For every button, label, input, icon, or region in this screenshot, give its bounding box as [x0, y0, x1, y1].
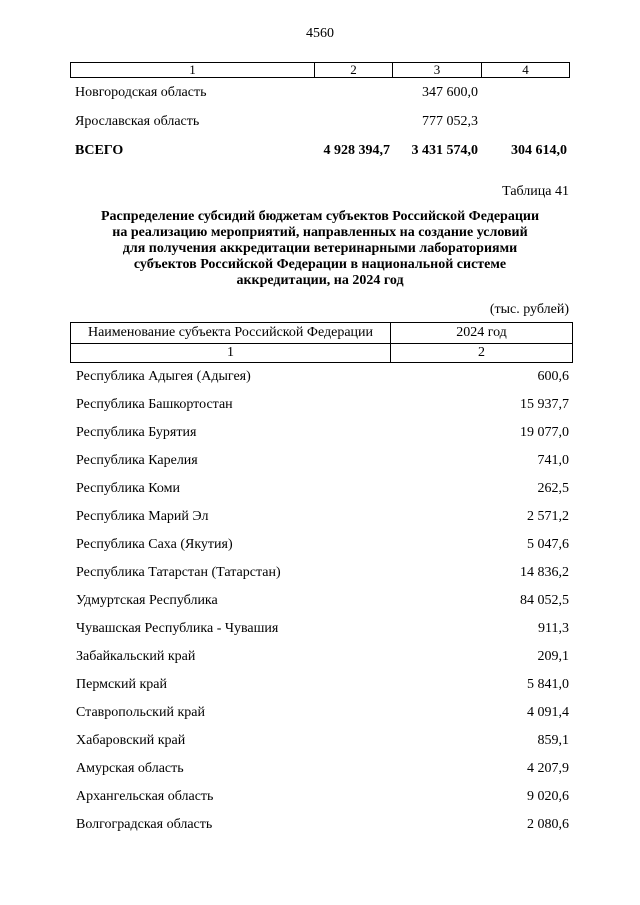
title-line: Распределение субсидий бюджетам субъектов Российской Федерации: [100, 209, 540, 224]
subsidy-value: 741,0: [537, 453, 569, 468]
region-name: Республика Саха (Якутия): [76, 537, 233, 552]
region-name: Чувашская Республика - Чувашия: [76, 621, 279, 636]
region-name: Архангельская область: [76, 789, 214, 804]
subsidy-value: 209,1: [537, 649, 569, 664]
subsidy-value: 15 937,7: [520, 397, 569, 412]
table-row: [70, 732, 573, 760]
cell-value: 347 600,0: [422, 85, 478, 100]
subsidy-value: 14 836,2: [520, 565, 569, 580]
region-name: Ставропольский край: [76, 705, 205, 720]
region-name: Забайкальский край: [76, 649, 196, 664]
table-row: [70, 564, 573, 592]
region-name: Республика Бурятия: [76, 425, 197, 440]
table-row: [70, 396, 573, 424]
subsidy-value: 600,6: [537, 369, 569, 384]
table-row: [70, 480, 573, 508]
region-name: Волгоградская область: [76, 817, 213, 832]
cell-value: 777 052,3: [422, 114, 478, 129]
table-row: [70, 424, 573, 452]
title-line: аккредитации, на 2024 год: [236, 273, 404, 288]
region-name: Республика Карелия: [76, 453, 198, 468]
header-cell: 2024 год: [456, 325, 507, 340]
table-title: [70, 209, 570, 289]
subsidy-value: 2 080,6: [527, 817, 569, 832]
subsidy-value: 84 052,5: [520, 593, 569, 608]
total-value: 304 614,0: [511, 143, 567, 158]
table-row: [70, 676, 573, 704]
subsidy-value: 19 077,0: [520, 425, 569, 440]
header-cell: 1: [71, 63, 315, 77]
subsidy-value: 911,3: [538, 621, 569, 636]
header-cell: 3: [393, 63, 482, 77]
total-value: 3 431 574,0: [411, 143, 478, 158]
table-row: [70, 508, 573, 536]
subsidy-value: 4 207,9: [527, 761, 569, 776]
header-cell: 4: [522, 62, 529, 77]
table-row: [70, 648, 573, 676]
total-label: ВСЕГО: [75, 143, 124, 158]
region-name: Республика Коми: [76, 481, 180, 496]
main-table-header: [70, 322, 573, 363]
region-name: Удмуртская Республика: [76, 593, 218, 608]
header-cell: 1: [71, 344, 391, 362]
region-name: Амурская область: [76, 761, 184, 776]
table-row: [70, 816, 573, 844]
page-number: 4560: [306, 26, 334, 41]
subsidy-value: 262,5: [537, 481, 569, 496]
header-cell: 2: [315, 63, 393, 77]
subsidy-value: 859,1: [537, 733, 569, 748]
region-name: Ярославская область: [75, 114, 200, 129]
title-line: на реализацию мероприятий, направленных на создание условий: [112, 225, 528, 240]
table-row: [70, 114, 570, 134]
region-name: Пермский край: [76, 677, 167, 692]
header-cell: Наименование субъекта Российской Федерации: [71, 323, 391, 343]
region-name: Республика Башкортостан: [76, 397, 233, 412]
total-value: 4 928 394,7: [323, 143, 390, 158]
table-row: [70, 760, 573, 788]
subsidy-value: 2 571,2: [527, 509, 569, 524]
total-row: [70, 143, 570, 163]
table-row: [70, 620, 573, 648]
title-line: для получения аккредитации ветеринарными лабораториями: [122, 241, 518, 256]
prev-table-header: [70, 62, 570, 78]
region-name: Хабаровский край: [76, 733, 186, 748]
subsidy-value: 4 091,4: [527, 705, 569, 720]
table-row: [70, 704, 573, 732]
subsidy-value: 5 047,6: [527, 537, 569, 552]
subsidy-value: 9 020,6: [527, 789, 569, 804]
region-name: Республика Марий Эл: [76, 509, 209, 524]
units-label: (тыс. рублей): [489, 302, 569, 317]
table-row: [70, 788, 573, 816]
main-table-body: [70, 368, 573, 844]
table-label: Таблица 41: [502, 184, 569, 199]
table-row: [70, 592, 573, 620]
header-cell: 2: [478, 345, 485, 360]
subsidy-value: 5 841,0: [527, 677, 569, 692]
table-row: [70, 368, 573, 396]
region-name: Республика Татарстан (Татарстан): [76, 565, 281, 580]
table-row: [70, 536, 573, 564]
table-row: [70, 85, 570, 105]
title-line: субъектов Российской Федерации в национальной системе: [133, 257, 507, 272]
table-row: [70, 452, 573, 480]
region-name: Новгородская область: [75, 85, 207, 100]
region-name: Республика Адыгея (Адыгея): [76, 369, 251, 384]
